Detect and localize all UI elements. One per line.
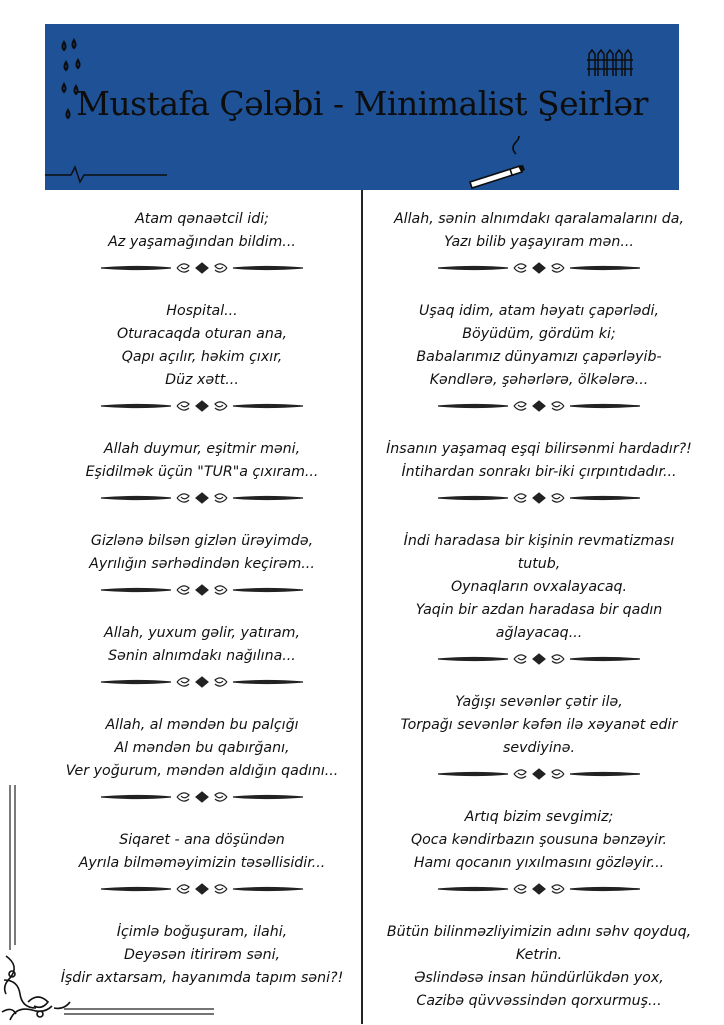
poem-block [42,622,362,668]
poem-block [42,530,362,576]
poem-line: Ayrılığın sərhədindən keçirəm... [89,556,315,572]
poem-line: ağlayacaq... [495,625,583,641]
poem-line: Yazı bilib yaşayıram mən... [444,234,634,250]
poem-line: Yağışı sevənlər çətir ilə, [455,694,623,710]
ornament-divider-icon [436,398,642,414]
poem-block [42,208,362,254]
poem-line: İntihardan sonrakı bir-iki çırpıntıdadır... [401,464,677,480]
poem-line: Ketrin. [515,947,563,963]
poem-block [380,691,698,760]
poem-line: İndi haradasa bir kişinin revmatizması [403,533,675,549]
poem-block [380,921,698,1013]
poem-line: İçimlə boğuşuram, ilahi, [116,924,288,940]
poem-block [380,806,698,875]
poem-line: İşdir axtarsam, hayanımda tapım səni?! [60,970,344,986]
poem-line: İnsanın yaşamaq eşqi bilirsənmi hardadır?! [386,441,692,457]
poem-line: Bütün bilinməzliyimizin adını səhv qoyduq, [386,924,692,940]
poem-line: Əslindəsə insan hündürlükdən yox, [414,970,664,986]
poem-block [42,438,362,484]
poem-line: Sənin alnımdakı nağılına... [108,648,296,664]
poem-line: Ver yoğurum, məndən aldığın qadını... [65,763,339,779]
poem-line: Eşidilmək üçün "TUR"a çıxıram... [85,464,319,480]
right-column [380,208,698,1013]
poem-line: Allah, al məndən bu palçığı [105,717,299,733]
page-title: Mustafa Çələbi - Minimalist Şeirlər [76,84,648,123]
poem-line: Düz xətt... [165,372,239,388]
ornament-divider-icon [436,881,642,897]
poem-block [380,438,698,484]
poem-line: tutub, [517,556,561,572]
poem-line: Qoca kəndirbazın şousuna bənzəyir. [410,832,668,848]
poem-line: Uşaq idim, atam həyatı çapərlədi, [418,303,659,319]
cigarette-icon [466,136,530,190]
ornament-divider-icon [436,766,642,782]
poem-line: Böyüdüm, gördüm ki; [462,326,616,342]
poem-block [380,208,698,254]
poem-line: Oturacaqda oturan ana, [116,326,288,342]
poem-line: Ayrıla bilməməyimizin təsəllisidir... [78,855,326,871]
poem-line: sevdiyinə. [502,740,576,756]
poem-line: Hamı qocanın yıxılmasını gözləyir... [413,855,665,871]
poem-line: Qapı açılır, həkim çıxır, [121,349,283,365]
ornament-divider-icon [436,490,642,506]
poem-line: Allah, yuxum gəlir, yatıram, [103,625,301,641]
poem-line: Artıq bizim sevgimiz; [464,809,614,825]
poem-line: Hospital... [166,303,238,319]
poem-line: Cazibə qüvvəssindən qorxurmuş... [416,993,662,1009]
poem-line: Kəndlərə, şəhərlərə, ölkələrə... [429,372,649,388]
poem-line: Oynaqların ovxalayacaq. [450,579,628,595]
poem-block [380,530,698,645]
poem-line: Gizlənə bilsən gizlən ürəyimdə, [90,533,314,549]
poem-line: Allah, sənin alnımdakı qaralamalarını da, [393,211,685,227]
poem-line: Allah duymur, eşitmir məni, [103,441,301,457]
poem-line: Atam qənaətcil idi; [135,211,269,227]
poem-block [380,300,698,392]
poem-line: Torpağı sevənlər kəfən ilə xəyanət edir [400,717,678,733]
poem-line: Deyəsən itirirəm səni, [123,947,281,963]
ornament-divider-icon [99,674,305,690]
ornament-divider-icon [99,582,305,598]
poem-block [42,714,362,783]
poem-line: Babalarımız dünyamızı çapərləyib- [416,349,662,365]
poem-line: Siqaret - ana döşündən [119,832,285,848]
poem-line: Yaqin bir azdan haradasa bir qadın [415,602,663,618]
poem-line: Az yaşamağından bildim... [108,234,296,250]
ornament-divider-icon [436,651,642,667]
poem-line: Al məndən bu qabırğanı, [114,740,290,756]
ornament-divider-icon [99,490,305,506]
ornament-divider-icon [99,398,305,414]
ornament-divider-icon [436,260,642,276]
poem-block [42,300,362,392]
heartbeat-line-icon [45,164,170,184]
corner-swirl-icon [0,950,80,1024]
ornament-divider-icon [99,260,305,276]
fence-icon [586,46,634,78]
